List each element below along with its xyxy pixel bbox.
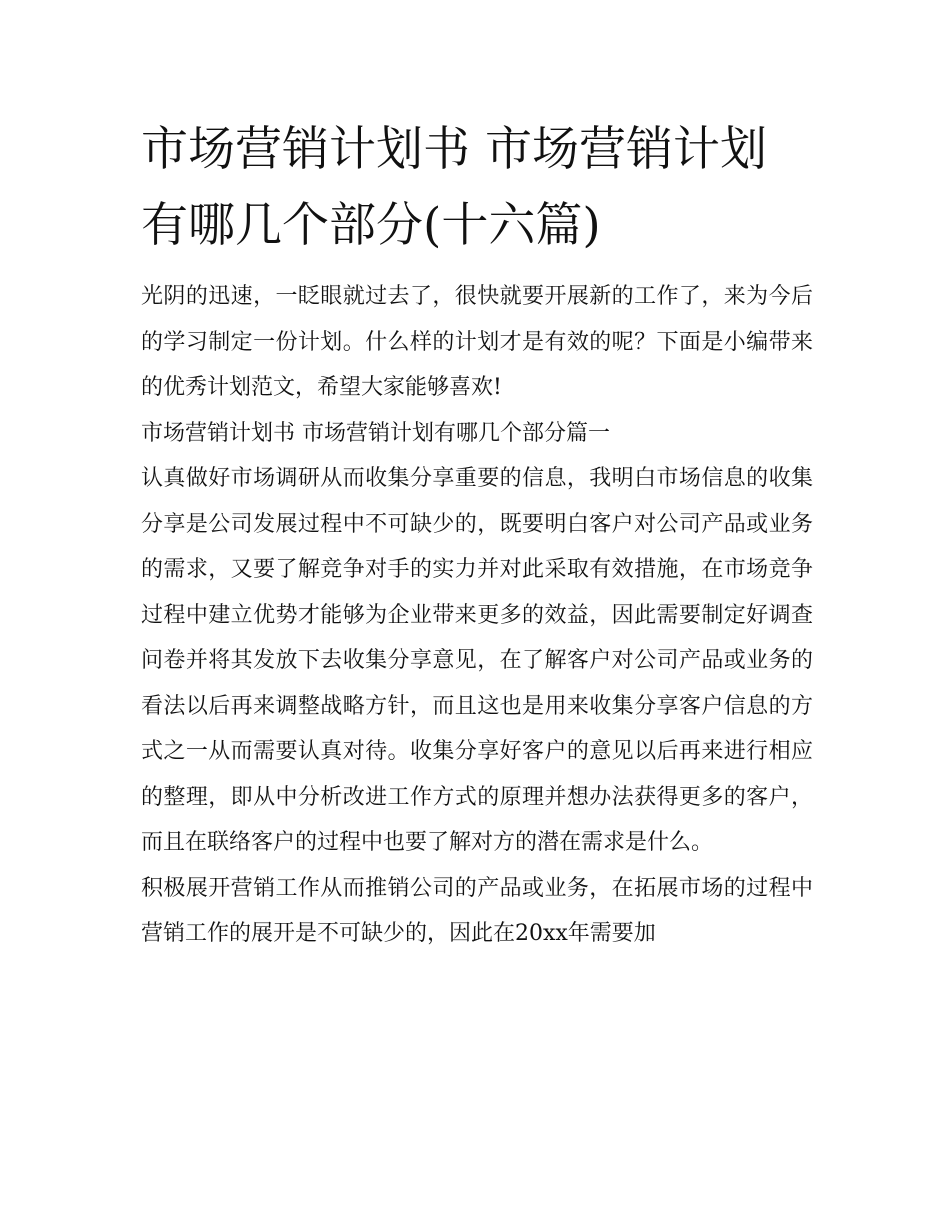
- body-paragraph-1: 认真做好市场调研从而收集分享重要的信息，我明白市场信息的收集分享是公司发展过程中不可缺少的，既要明白客户对公司产品或业务的需求，又要了解竞争对手的实力并对此采取有效措施，在市场竞争过程中建立优势才能够为企业带来更多的效益，因此需要制定好调查问卷并将其发放下去收集分享意见，在了解客户对公司产品或业务的看法以后再来调整战略方针，而且这也是用来收集分享客户信息的方式之一从而需要认真对待。收集分享好客户的意见以后再来进行相应的整理，即从中分析改进工作方式的原理并想办法获得更多的客户，而且在联络客户的过程中也要了解对方的潜在需求是什么。: [141, 466, 813, 855]
- document-title: 市场营销计划书 市场营销计划有哪几个部分(十六篇): [141, 122, 767, 253]
- document-page: [141, 112, 813, 957]
- intro-paragraph: 光阴的迅速，一眨眼就过去了，很快就要开展新的工作了，来为今后的学习制定一份计划。什么样的计划才是有效的呢？下面是小编带来的优秀计划范文，希望大家能够喜欢!: [141, 284, 813, 400]
- body-paragraph-2: 积极展开营销工作从而推销公司的产品或业务，在拓展市场的过程中营销工作的展开是不可缺少的，因此在20xx年需要加: [141, 875, 813, 946]
- section-heading: 市场营销计划书 市场营销计划有哪几个部分篇一: [141, 420, 610, 446]
